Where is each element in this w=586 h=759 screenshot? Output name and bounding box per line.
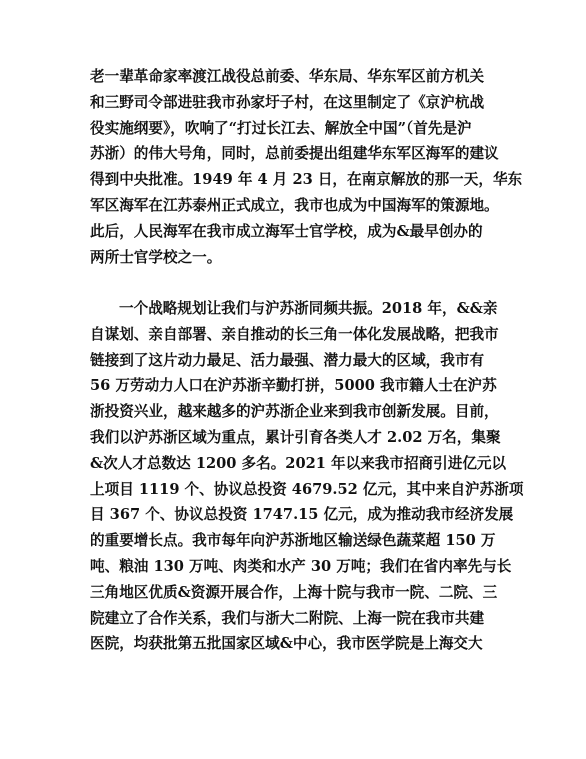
paragraph-2-line: 56 万劳动力人口在沪苏浙辛勤打拼，5000 我市籍人士在沪苏 [90,377,497,395]
paragraph-2-line: 一个战略规划让我们与沪苏浙同频共振。2018 年，&&亲 [119,300,498,317]
paragraph-1-line: 军区海军在江苏泰州正式成立，我市也成为中国海军的策源地。 [90,196,499,214]
paragraph-1 [90,64,523,270]
paragraph-2-line: 的重要增长点。我市每年向沪苏浙地区输送绿色蔬菜超 150 万 [90,532,496,550]
paragraph-2-line: 院建立了合作关系，我们与浙大二附院、上海一院在我市共建 [90,609,485,627]
paragraph-1-line: 得到中央批准。1949 年 4 月 23 日，在南京解放的那一天，华东 [90,171,523,189]
paragraph-2 [90,296,524,657]
paragraph-2-line: 浙投资兴业，越来越多的沪苏浙企业来到我市创新发展。目前， [90,403,499,421]
paragraph-1-line: 和三野司令部进驻我市孙家圩子村，在这里制定了《京沪杭战 [90,93,485,111]
paragraph-2-line: 上项目 1119 个、协议总投资 4679.52 亿元，其中来自沪苏浙项 [90,480,524,498]
paragraph-1-line: 两所士官学校之一。 [90,248,222,266]
paragraph-2-line: 目 367 个、协议总投资 1747.15 亿元，成为推动我市经济发展 [90,506,514,524]
paragraph-2-line: &次人才总数达 1200 多名。2021 年以来我市招商引进亿元以 [90,454,507,472]
paragraph-1-line: 老一辈革命家率渡江战役总前委、华东局、华东军区前方机关 [90,68,485,85]
paragraph-1-line: 役实施纲要》，吹响了“打过长江去、解放全中国”（首先是沪 [90,119,472,137]
paragraph-1-line: 苏浙）的伟大号角，同时，总前委提出组建华东军区海军的建议 [90,145,499,163]
paragraph-2-line: 自谋划、亲自部署、亲自推动的长三角一体化发展战略，把我市 [90,325,499,343]
paragraph-2-line: 三角地区优质&资源开展合作，上海十院与我市一院、二院、三 [90,583,498,601]
paragraph-2-line: 吨、粮油 130 万吨、肉类和水产 30 万吨；我们在省内率先与长 [90,557,512,575]
paragraph-2-line: 链接到了这片动力最足、活力最强、潜力最大的区域，我市有 [90,351,485,369]
paragraph-2-line: 我们以沪苏浙区域为重点，累计引育各类人才 2.02 万名，集聚 [90,428,501,446]
paragraph-2-line: 医院，均获批第五批国家区域&中心，我市医学院是上海交大 [90,635,483,653]
paragraph-1-line: 此后，人民海军在我市成立海军士官学校，成为&最早创办的 [90,222,483,240]
